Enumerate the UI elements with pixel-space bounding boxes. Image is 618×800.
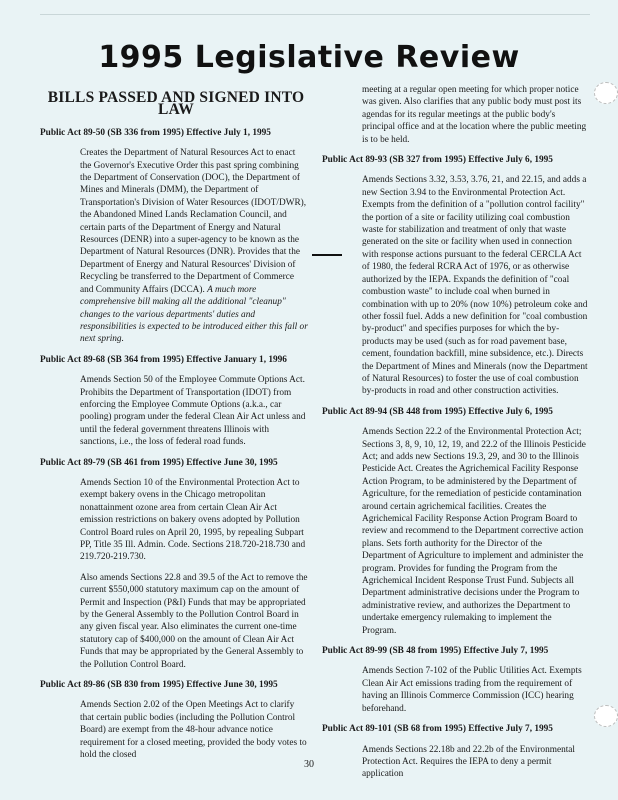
act-body: Amends Section 7-102 of the Public Utilities Act. Exempts Clean Air Act emissions trading from the requirement of having an Illinois Commerce Commission (ICC) hearing beforehand. bbox=[362, 666, 582, 714]
act-heading: Public Act 89-99 (SB 48 from 1995) Effective July 7, 1995 bbox=[322, 646, 549, 657]
act-body: Amends Section 50 of the Employee Commute Options Act. Prohibits the Department of Transportation (IDOT) from enforcing the Employee Commute Options (a.k.a., car pooling) program under the federal Clean Air Act unless and until the federal government threatens Illinois with sanctions, i.e., the loss of federal road funds. bbox=[80, 375, 306, 448]
act-body-2: Also amends Sections 22.8 and 39.5 of the Act to remove the current $550,000 statutory maximum cap on the amount of Permit and Inspection (P&I) Funds that may be appropriated by the General Assembly to the Pollution Control Board in any given fiscal year. Also eliminates the current one-time statutory cap of $400,000 on the amount of Clean Air Act Funds that may be appropriated by the General Assembly to the Pollution Control Board. bbox=[80, 572, 308, 670]
act-body: Amends Sections 22.18b and 22.2b of the Environmental Protection Act. Requires the IEPA to deny a permit application bbox=[362, 744, 576, 780]
act-body bbox=[40, 147, 312, 346]
act-heading: Public Act 89-101 (SB 68 from 1995) Effective July 7, 1995 bbox=[322, 724, 553, 735]
act-body: Amends Section 22.2 of the Environmental Protection Act; Sections 3, 8, 9, 10, 12, 19, and 22.2 of the Illinois Pesticide Act; and adds new Sections 19.3, 29, and 30 to the Illinois Pesticide Act. Creates the Agrichemical Facility Response Action Program, to be administered by the Department of Agriculture, for the remediation of pesticide contamination around certain agrichemical facilities. Creates the Agrichemical Facility Response Action Program Board to review and recommend to the Department corrective action plans. Sets forth authority for the Director of the Department of Agriculture to implement and administer the program. Provides for funding the Program from the Agrichemical Incident Response Trust Fund. Subjects all Department administrative decisions under the Program to administrative review, and authorizes the Department to undertake emergency rulemaking to implement the Program. bbox=[362, 427, 586, 636]
act-text: Creates the Department of Natural Resources Act to enact the Governor's Executive Order this past spring combining the Department of Conservation (DOC), the Department of Mines and Minerals (DMM), the Department of Transportation's Division of Water Resources (IDOT/DWR), the Abandoned Mined Lands Reclamation Council, and certain parts of the Department of Energy and Natural Resources (DENR) into a super-agency to be known as the Department of Natural Resources (DNR). Provides that the Department of Energy and Natural Resources' Division of Recycling be transferred to the Department of Commerce and Community Affairs (DCCA). bbox=[80, 148, 307, 295]
act-heading: Public Act 89-86 (SB 830 from 1995) Effective June 30, 1995 bbox=[40, 680, 278, 691]
page-title: 1995 Legislative Review bbox=[98, 40, 520, 75]
act-heading: Public Act 89-94 (SB 448 from 1995) Effective July 6, 1995 bbox=[322, 406, 553, 417]
section-heading: BILLS PASSED AND SIGNED INTO LAW bbox=[47, 89, 305, 119]
act-body: Amends Section 2.02 of the Open Meetings Act to clarify that certain public bodies (including the Pollution Control Board) are exempt from the 48-hour advance notice requirement for a closed meeting, provided the body votes to hold the closed bbox=[80, 700, 307, 761]
act-note: A much more comprehensive bill making all the additional "cleanup" changes to the various departments' duties and responsibilities is expected to be introduced either this fall or next spring. bbox=[80, 284, 308, 345]
act-heading: Public Act 89-93 (SB 327 from 1995) Effective July 6, 1995 bbox=[322, 155, 553, 166]
act-body: Amends Sections 3.32, 3.53, 3.76, 21, and 22.15, and adds a new Section 3.94 to the Environmental Protection Act. Exempts from the definition of a "pollution control facility" the portion of a site or facility utilizing coal combustion waste for stabilization and treatment of only that waste generated on the site or facility when used in connection with response actions pursuant to the federal CERCLA Act of 1980, the federal RCRA Act of 1976, or as otherwise authorized by the IEPA. Expands the definition of "coal combustion waste" to include coal when burned in combination with up to 20% (now 10%) petroleum coke and other fossil fuel. Adds a new definition for "coal combustion by-product" and specifies purposes for which the by-products may be used (such as for road pavement base, cement, foundation backfill, mine subsidence, etc.). Directs the Department of Mines and Minerals (now the Department of Natural Resources) to foster the use of coal combustion by-products in road and other construction activities. bbox=[362, 175, 588, 397]
left-column bbox=[40, 86, 312, 770]
continued-text: meeting at a regular open meeting for which proper notice was given. Also clarifies that any public body must post its agendas for its regular meetings at the public body's principal office and at the location where the public meeting is to be held. bbox=[362, 85, 587, 145]
punch-hole bbox=[594, 82, 618, 104]
page-number: 30 bbox=[304, 759, 314, 770]
act-heading: Public Act 89-50 (SB 336 from 1995) Effective July 1, 1995 bbox=[40, 127, 271, 138]
act-body: Amends Section 10 of the Environmental Protection Act to exempt bakery ovens in the Chicago metropolitan nonattainment ozone area from certain Clean Air Act emission restrictions on bakery ovens adopted by Pollution Control Board rules on April 20, 1995, by repealing Subpart PP, Title 35 Ill. Admin. Code. Sections 218.720-218.730 and 219.720-219.730. bbox=[80, 477, 306, 563]
act-heading: Public Act 89-68 (SB 364 from 1995) Effective January 1, 1996 bbox=[40, 354, 287, 365]
top-rule bbox=[40, 14, 590, 15]
right-column bbox=[322, 84, 592, 789]
act-heading: Public Act 89-79 (SB 461 from 1995) Effective June 30, 1995 bbox=[40, 457, 278, 468]
punch-hole bbox=[594, 705, 618, 727]
